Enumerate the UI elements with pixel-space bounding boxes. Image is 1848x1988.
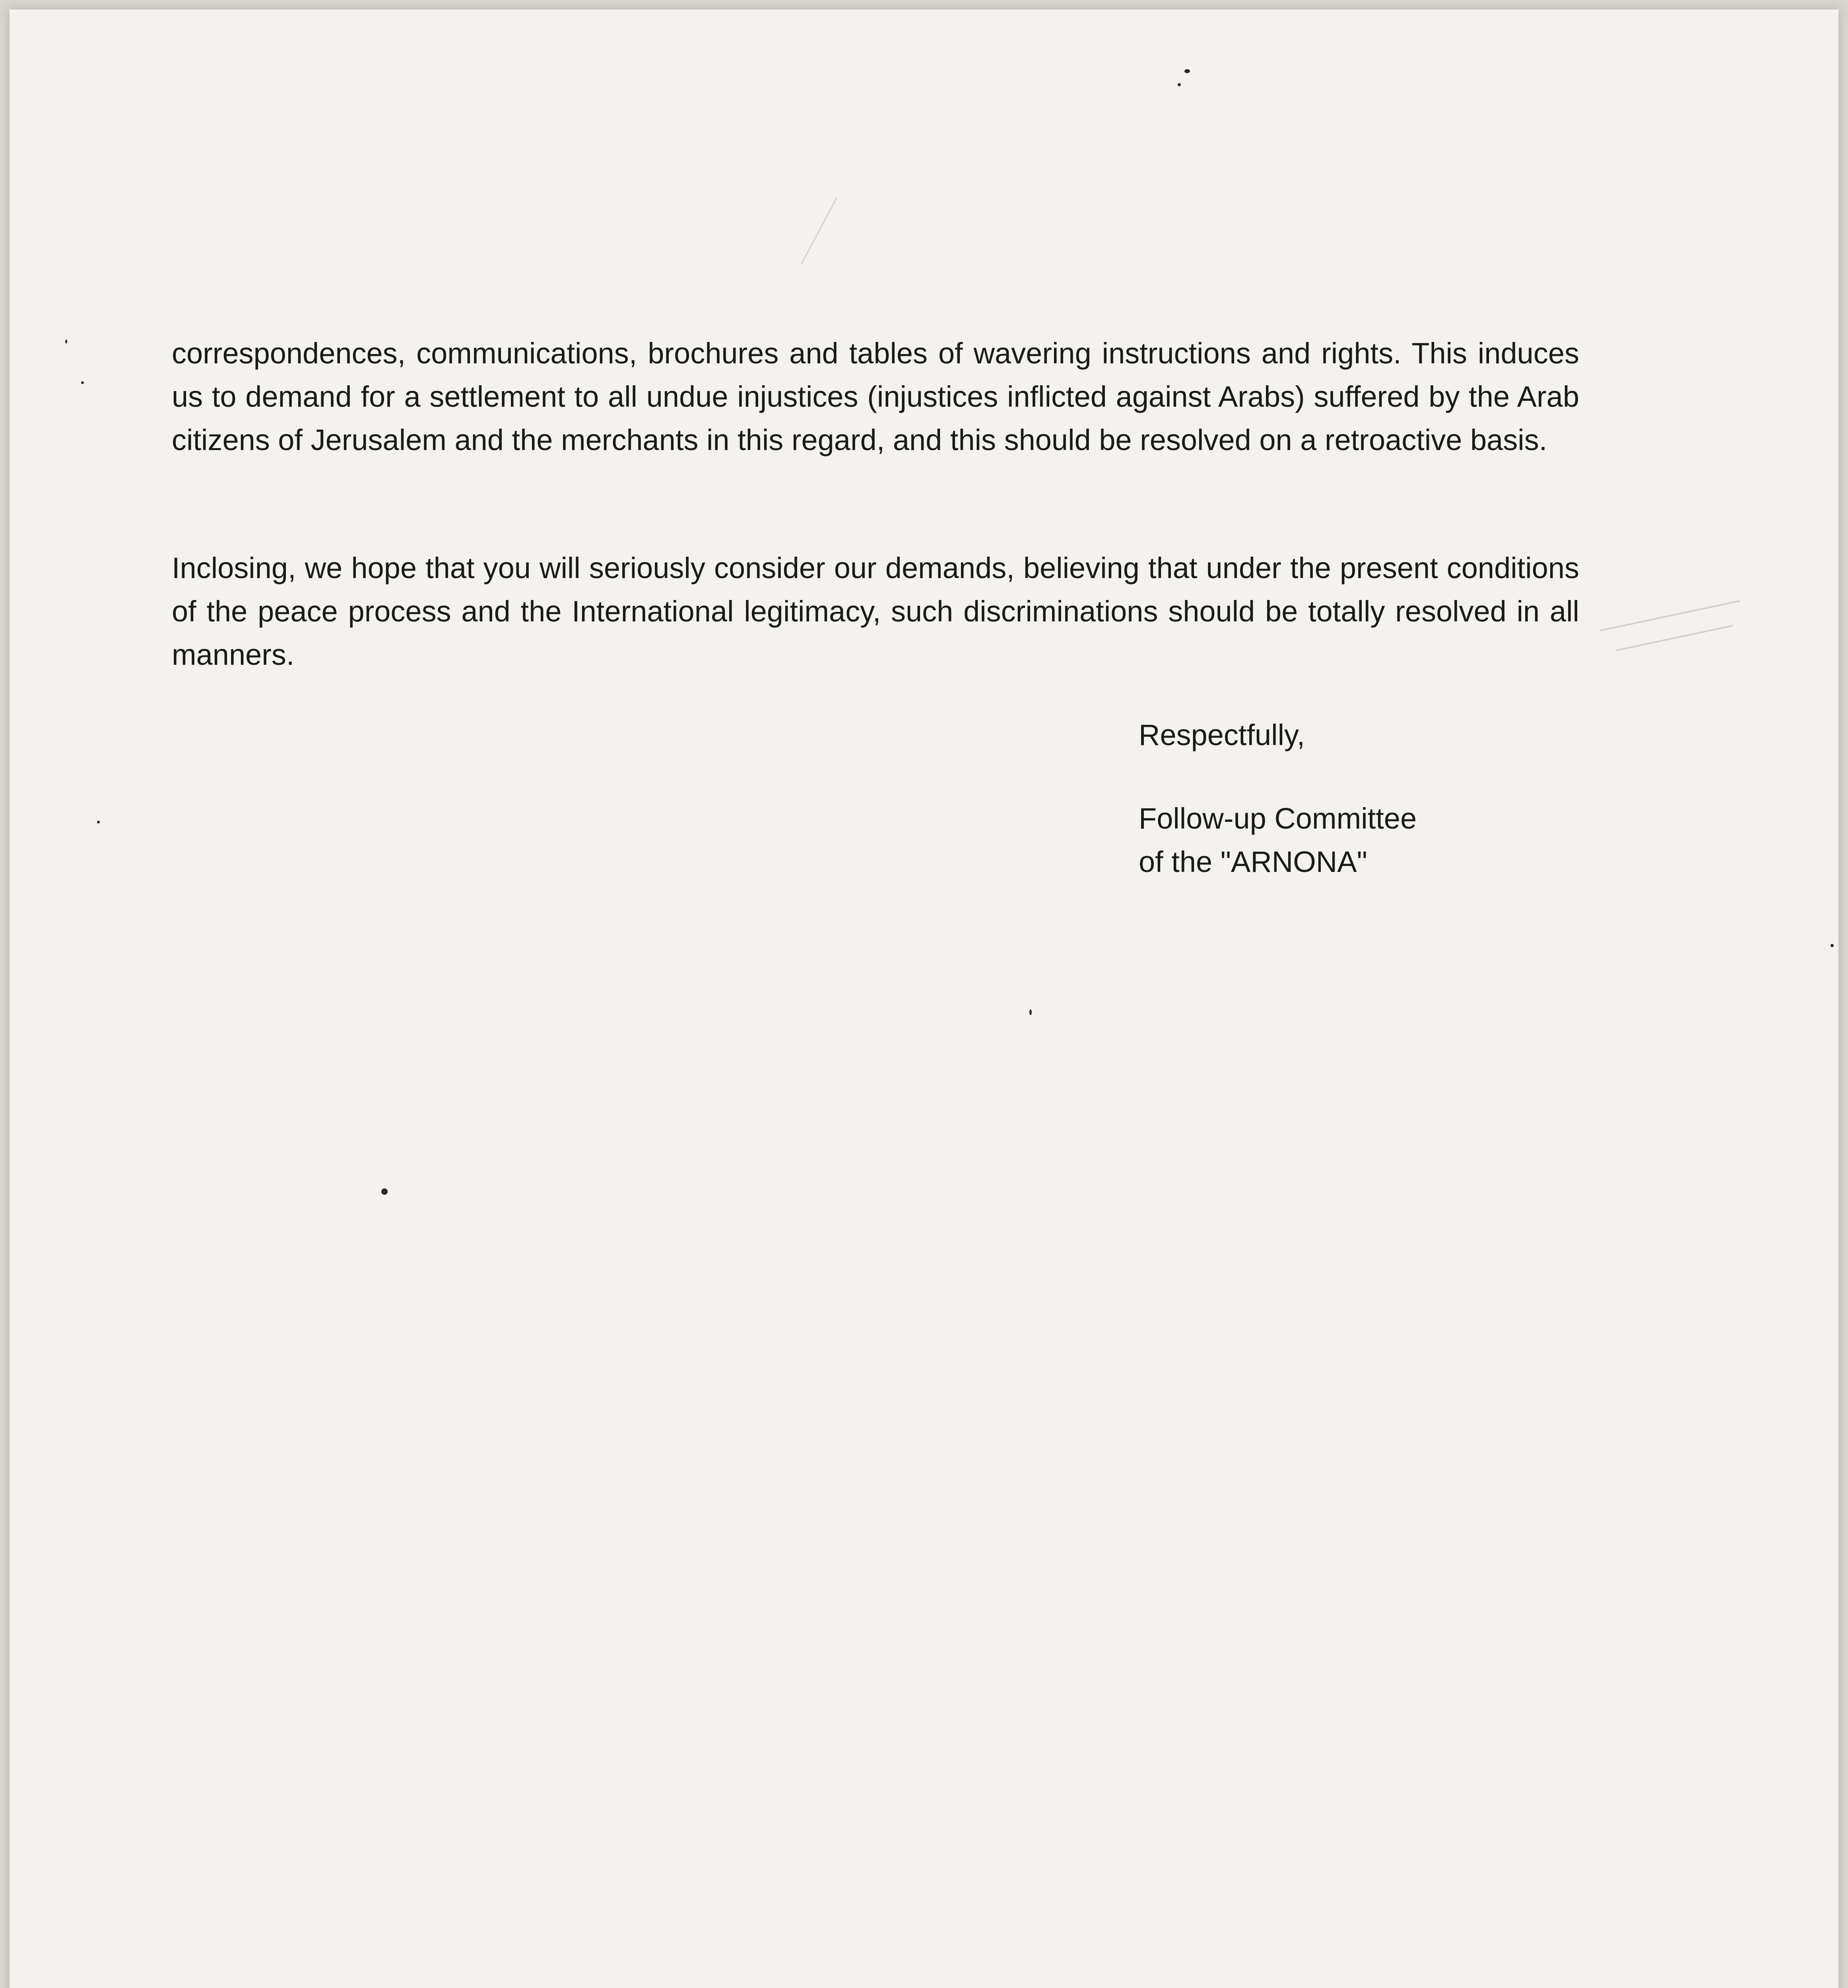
paper-scuff-mark (1616, 625, 1733, 651)
body-paragraph: correspondences, communications, brochures and tables of wavering instructions and rights. This induces us to demand for a settlement to all undue injustices (injustices inflicted against Arabs) suffered by the Arab citizens of Jerusalem and the merchants in this regard, and this should be resolved on a retroactive basis. (172, 337, 1579, 456)
ink-speck (1184, 69, 1190, 73)
signature-block (1139, 797, 1616, 883)
ink-speck (1831, 944, 1834, 947)
ink-speck (1178, 83, 1181, 86)
paper-crease-mark (801, 197, 837, 264)
body-paragraph: Inclosing, we hope that you will seriously consider our demands, believing that under the present conditions of the peace process and the International legitimacy, such discriminations should be totally resolved in all manners. (172, 551, 1579, 671)
ink-speck (1029, 1010, 1032, 1015)
ink-speck (65, 340, 67, 344)
closing-salutation: Respectfully, (1139, 718, 1305, 751)
ink-speck (81, 381, 84, 384)
signature-line: of the "ARNONA" (1139, 845, 1367, 878)
document-page (10, 10, 1838, 1988)
ink-speck (97, 821, 100, 823)
paper-scuff-mark (1600, 600, 1740, 631)
signature-line: Follow-up Committee (1139, 802, 1417, 835)
ink-speck (381, 1188, 388, 1195)
